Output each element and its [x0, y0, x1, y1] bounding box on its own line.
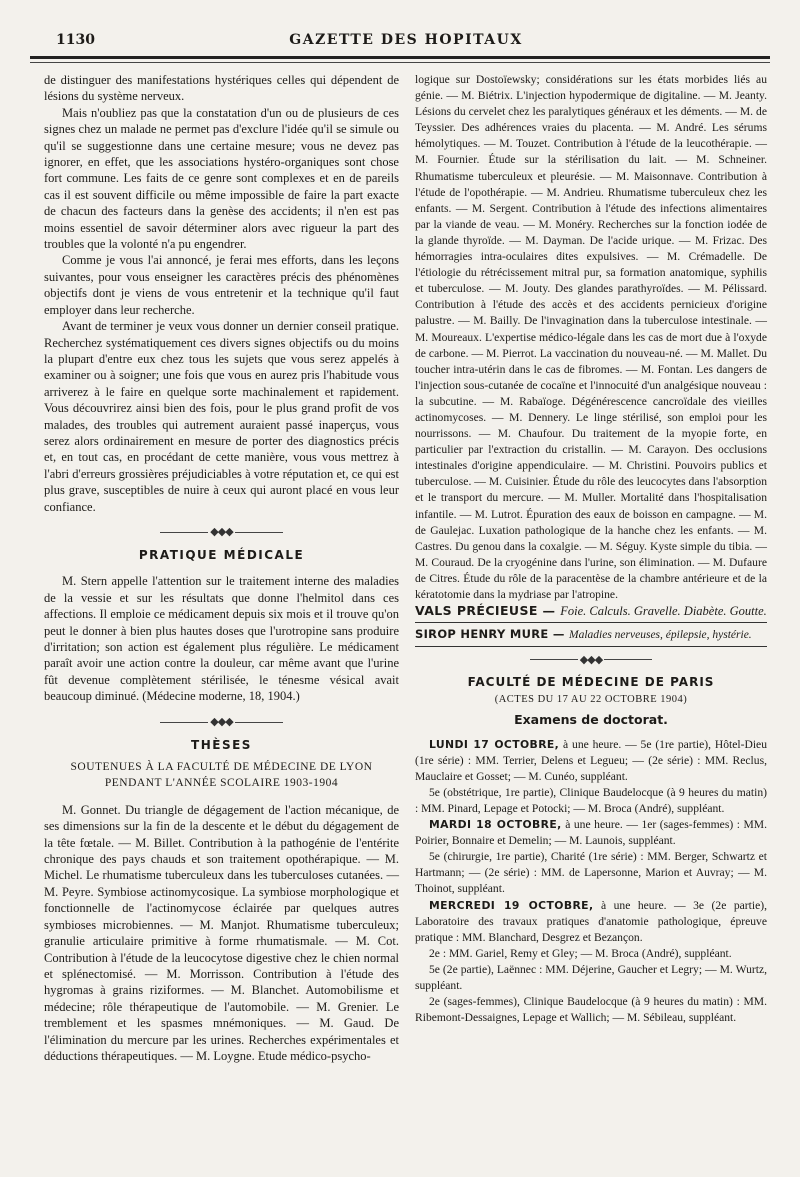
exam-entry [415, 962, 767, 994]
paragraph: Avant de terminer je veux vous donner un dernier conseil pratique. Recherchez systématiquement ces divers signes objectifs ou du moins la plupart d'entre eux chez tous les sujets que vous serez appelés à examiner ou à soigner; une fois que vous en aurez pris l'habitude vous arriverez à le faire en quelque sorte machinalement et rapidement. Vous découvrirez ainsi bien des fois, pour le plus grand profit de vos malades, des troubles qui autrement auraient passé inaperçus, vous serez alors ordinairement en mesure de porter des diagnostics précis et, en tout cas, en procédant de cette manière, vous vous mettrez à l'abri d'erreurs grossières préjudiciables à votre réputation et, ce qui est plus grave, susceptibles de nuire à ceux qui auront placé en vous leur confiance. [44, 319, 399, 514]
exam-text: 2e (sages-femmes), Clinique Baudelocque (à 9 heures du matin) : MM. Ribemont-Dessaignes, Lepage et Wallich; — M. Sébileau, suppléant. [415, 995, 767, 1025]
exam-entry [415, 817, 767, 849]
exam-day: MARDI 18 OCTOBRE, [429, 818, 562, 832]
exam-day: LUNDI 17 OCTOBRE, [429, 737, 560, 751]
advertisement [415, 603, 767, 619]
exam-heading: Examens de doctorat. [514, 712, 668, 728]
section-title-theses: THÈSES [191, 737, 252, 752]
paragraph: Mais n'oubliez pas que la constatation d'un ou de plusieurs de ces signes chez un malade ne permet pas d'exclure l'idée qu'il se simule ou qu'il se suggestionne dans une certaine mesure; vous ne devez pas ignorer, en effet, que les associations hystéro-organiques sont chose fort commune. Les faits de ce genre sont complexes et en de pareils cas il est souvent difficile ou même impossible de faire la part exacte de chacun des facteurs dans la genèse des accidents; il n'en est pas moins essentiel de savoir déterminer alors avec rigueur la part des troubles que la volonté n'a pu engendrer. [44, 105, 399, 252]
ad-brand: VALS PRÉCIEUSE — [415, 603, 556, 619]
faculte-subheading: (ACTES DU 17 AU 22 OCTOBRE 1904) [494, 694, 688, 706]
ornament-divider: ◆◆◆ [415, 650, 767, 668]
ad-description: Maladies nerveuses, épilepsie, hystérie. [569, 629, 752, 642]
theses-subheading: SOUTENUES À LA FACULTÉ DE MÉDECINE DE LYON [70, 761, 373, 774]
paragraph: M. Stern appelle l'attention sur le traitement interne des maladies de la vessie et sur les résultats que donne l'helmitol dans ces affections. Il emploie ce médicament depuis six mois et il trouve qu'on peut le donner à bien plus hautes doses que l'urotropine sans produire d'irritation; son action est également plus régulière. Le médicament paraît avoir une action contre la douleur, car même avant que l'urine fût devenue complètement stérilisée, le ténesme vésical avait beaucoup diminué. (Médecine moderne, 18, 1904.) [44, 574, 399, 704]
exam-entry [415, 946, 767, 962]
advertisement [415, 626, 767, 643]
exam-text: à une heure. — 3e (2e partie), Laboratoire des travaux pratiques d'anatomie pathologique, épreuve pratique : MM. Blanchard, Desgrez et Bezançon. [415, 898, 768, 944]
exam-text: 2e : MM. Gariel, Remy et Gley; — M. Broca (André), suppléant. [429, 946, 732, 960]
paragraph: logique sur Dostoïewsky; considérations sur les états morbides liés au génie. — M. Biétrix. L'injection hypodermique de digitaline. — M. Jeanty. Lésions du cervelet chez les paralytiques généraux et les déments. — M. de Teyssier. Des adhérences vraies du placenta. — M. André. Les sérums hémolytiques. — M. Touzet. Contribution à l'étude de la leucothérapie. — M. Fournier. Étude sur la stérilisation du lait. — M. Schneiner. Rhumatisme tuberculeux et pleurésie. — M. Maisonnave. Contribution à l'étude de l'opothérapie. — M. Andrieu. Rhumatisme tuberculeux chez les enfants. — M. Sergent. Contribution à l'étude des infections alimentaires par la viande de veau. — M. Monéry. Recherches sur la fonction iodée de la glande thyroïde. — M. Dayman. De l'acide urique. — M. Frizac. Des hémorragies intra-oculaires dites expulsives. — M. Crémadelle. De l'étiologie du rétrécissement mitral pur, sa formation anatomique, syphilis et tuberculose. — M. Jouty. Des glandes parathyroïdes. — M. Pélissard. Contribution à l'étude des accès et des accidents pernicieux d'origine palustre. — M. Bailly. De l'invagination dans la tuberculose intestinale. — M. Moureaux. L'expertise médico-légale dans les cas de mort due à l'oxyde de carbone. — M. Pierrot. La vaccination du nouveau-né. — M. Mallet. Du toucher intra-utérin dans le cas de fibromes. — M. Fontan. Les dangers de l'injection sous-cutanée de cocaïne et l'innocuité d'un analgésique nouveau : la subcutine. — M. Rabaïoge. Dégénérescence cancroïdale des vieilles actinomycoses. — M. Dennery. Le linge stérilisé, son emploi pour les nourrissons. — M. Chaufour. Du traitement de la myopie forte, en particulier par l'extraction du cristallin. — M. Carayon. Des occlusions intestinales d'origine appendiculaire. — M. Christini. Pouvoirs publics et tuberculose. — M. Cuisinier. Étude du rôle des leucocytes dans l'absorption et le transport du mercure. — M. Muller. Mortalité dans l'hospitalisation infantile. — M. Lutrot. Épuration des eaux de boisson en campagne. — M. de Gaulejac. Luxation pathologique de la hanche chez les enfants. — M. Castres. Du genou dans la coxalgie. — M. Séguy. Kyste simple du tibia. — M. Couraud. De la cryogénine dans l'urine, son élimination. — M. Dufaure de Citres. Étude du rôle de la paracentèse de la chambre antérieure et de la kératotomie dans la mydriase par l'atropine. [415, 73, 767, 601]
exam-day: MERCREDI 19 OCTOBRE, [429, 898, 594, 912]
exam-text: à une heure. — 1er (sages-femmes) : MM. Poirier, Bonnaire et Demelin; — M. Launois, suppléant. [415, 818, 767, 848]
ad-brand: SIROP HENRY MURE — [415, 627, 565, 642]
exam-text: 5e (obstétrique, 1re partie), Clinique Baudelocque (à 9 heures du matin) : MM. Pinard, Lepage et Potocki; — M. Broca (André), suppléant. [415, 785, 767, 815]
page-number: 1130 [56, 32, 95, 48]
paragraph: Comme je vous l'ai annoncé, je ferai mes efforts, dans les leçons suivantes, pour vous enseigner les caractères précis des phénomènes objectifs dont je viens de vous entretenir et la technique qu'il faut employer dans leur recherche. [44, 253, 399, 317]
header-rule-thin [30, 62, 770, 63]
right-column [415, 72, 767, 1026]
header-rule [30, 56, 770, 59]
paragraph: de distinguer des manifestations hystériques celles qui dépendent de lésions du système nerveux. [44, 73, 399, 104]
exam-entry [415, 994, 767, 1026]
ad-rule [415, 622, 767, 623]
exam-text: à une heure. — 5e (1re partie), Hôtel-Dieu (1re série) : MM. Terrier, Delens et Legueu; — (2e série) : MM. Reclus, Mauclaire et Gosset; — M. Cunéo, suppléant. [415, 737, 767, 783]
section-title-faculte: FACULTÉ DE MÉDECINE DE PARIS [467, 675, 715, 690]
page-header [56, 30, 756, 54]
section-title-pratique: PRATIQUE MÉDICALE [138, 547, 305, 562]
exam-list [415, 737, 767, 1027]
exam-text: 5e (2e partie), Laënnec : MM. Déjerine, Gaucher et Legry; — M. Wurtz, suppléant. [415, 962, 767, 992]
theses-subheading: PENDANT L'ANNÉE SCOLAIRE 1903-1904 [104, 777, 339, 790]
paragraph: M. Gonnet. Du triangle de dégagement de l'action mécanique, de ses dimensions sur la fin de la descente et le début du dégagement de la tête fœtale. — M. Billet. Contribution à la pathogénie de l'entérite chronique des pays chauds et son traitement opothérapique. — M. Michel. Le rhumatisme tuberculeux dans les tuberculoses cutanées. — M. Peyre. Symbiose actinomycosique. La symbiose morphologique et fonctionnelle de l'actinomycose éclairée par quelques autres symbioses microbiennes. — M. Manjot. Rhumatisme tuberculeux; granulie articulaire primitive à forme rhumatismale. — M. Cot. Contribution à l'étude de la leucocytose digestive chez le chien normal et splénectomisé. — M. Morrisson. Contribution à l'étude des hygromas à grains riziformes. — M. Blanchet. Automobilisme et médecine; rôle thérapeutique de l'automobile. — M. Grenier. Le tremblement et les spasmes mnémoniques. — M. Gaud. De l'élimination du mercure par les urines. Recherches expérimentales et déductions thérapeutiques. — M. Loygne. Etude médico-psycho- [44, 802, 399, 1063]
left-column [44, 72, 399, 1064]
ad-rule [415, 646, 767, 647]
exam-entry [415, 737, 767, 785]
exam-entry [415, 849, 767, 897]
exam-text: 5e (chirurgie, 1re partie), Charité (1re série) : MM. Berger, Schwartz et Hartmann; — (2e série) : MM. de Lapersonne, Marion et Auvray; — M. Thoinot, suppléant. [415, 850, 767, 896]
ad-description: Foie. Calculs. Gravelle. Diabète. Goutte. [560, 604, 767, 619]
exam-entry [415, 785, 767, 817]
ornament-divider: ◆◆◆ [44, 713, 399, 731]
exam-entry [415, 898, 767, 946]
ornament-divider: ◆◆◆ [44, 523, 399, 541]
running-title: GAZETTE DES HOPITAUX [289, 32, 523, 48]
